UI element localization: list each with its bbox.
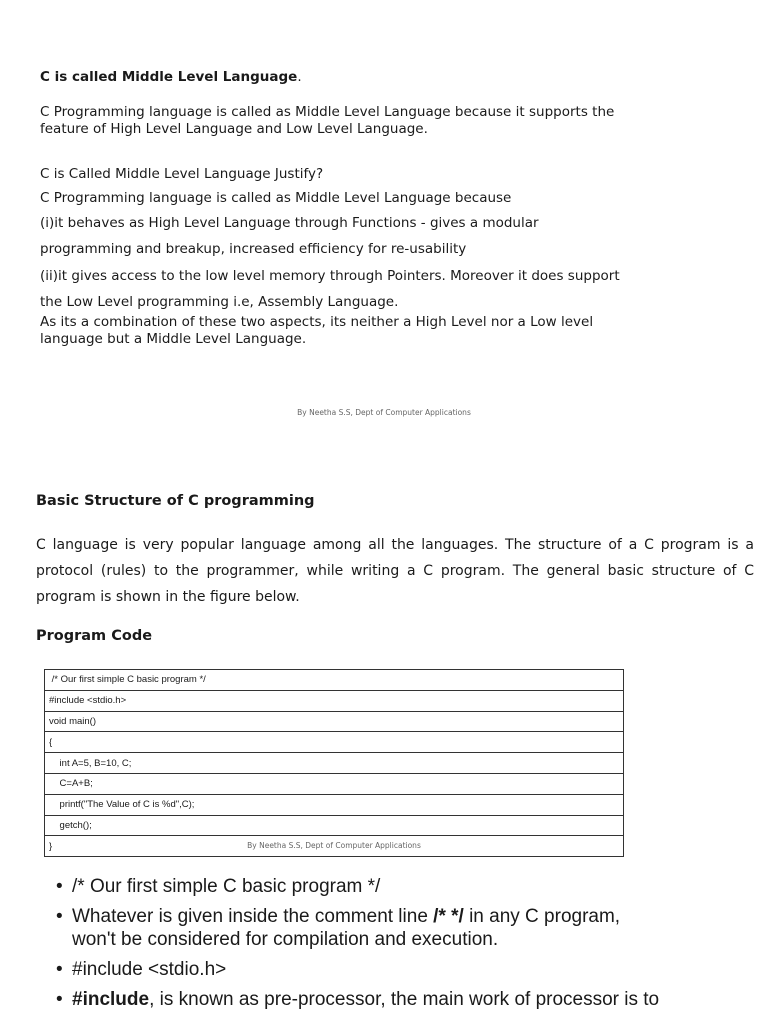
paragraph-line: (i)it behaves as High Level Language through Functions - gives a modular bbox=[40, 215, 539, 231]
section-title: Basic Structure of C programming bbox=[36, 493, 315, 509]
code-line: /* Our first simple C basic program */ bbox=[45, 670, 624, 691]
code-line: printf("The Value of C is %d",C); bbox=[45, 794, 624, 815]
code-row bbox=[45, 815, 624, 836]
program-code-title: Program Code bbox=[36, 628, 153, 644]
code-table bbox=[44, 669, 624, 857]
paragraph-line: language but a Middle Level Language. bbox=[40, 331, 307, 347]
code-line: #include <stdio.h> bbox=[45, 690, 624, 711]
bullet-list bbox=[56, 875, 716, 1018]
code-row bbox=[45, 711, 624, 732]
paragraph-line: C language is very popular language among all the languages. The structure of a C program is a bbox=[36, 537, 754, 553]
bullet-item: • #include <stdio.h> bbox=[56, 958, 716, 981]
paragraph-line: C Programming language is called as Middle Level Language because bbox=[40, 190, 512, 206]
code-row bbox=[45, 690, 624, 711]
page-footer: By Neetha S.S, Dept of Computer Applications bbox=[247, 841, 421, 850]
code-line: int A=5, B=10, C; bbox=[45, 753, 624, 774]
paragraph-line: protocol (rules) to the programmer, while writing a C program. The general basic structure of C bbox=[36, 563, 754, 579]
bullet-item: • #include, is known as pre-processor, the main work of processor is to bbox=[56, 988, 716, 1011]
bullet-item: • /* Our first simple C basic program */ bbox=[56, 875, 716, 898]
paragraph bbox=[36, 532, 754, 610]
code-row bbox=[45, 773, 624, 794]
code-line: { bbox=[45, 732, 624, 753]
paragraph-line: program is shown in the figure below. bbox=[36, 589, 300, 605]
code-row bbox=[45, 670, 624, 691]
paragraph-line: feature of High Level Language and Low Level Language. bbox=[40, 121, 428, 137]
code-line: } bbox=[45, 836, 624, 857]
code-row bbox=[45, 732, 624, 753]
section-title: C is called Middle Level Language. bbox=[40, 69, 302, 85]
page-footer: By Neetha S.S, Dept of Computer Applications bbox=[297, 408, 471, 417]
code-row bbox=[45, 753, 624, 774]
bullet-item: • Whatever is given inside the comment line /* */ in any C program, won't be considered for compilation and execution. bbox=[56, 905, 716, 951]
paragraph-line: the Low Level programming i.e, Assembly Language. bbox=[40, 294, 399, 310]
paragraph-line: As its a combination of these two aspects, its neither a High Level nor a Low level bbox=[40, 314, 594, 330]
paragraph-line: (ii)it gives access to the low level memory through Pointers. Moreover it does support bbox=[40, 268, 620, 284]
paragraph-line: C is Called Middle Level Language Justify? bbox=[40, 166, 324, 182]
code-line: C=A+B; bbox=[45, 773, 624, 794]
paragraph-line: programming and breakup, increased efficiency for re-usability bbox=[40, 241, 467, 257]
code-line: void main() bbox=[45, 711, 624, 732]
code-row bbox=[45, 794, 624, 815]
paragraph-line: C Programming language is called as Middle Level Language because it supports the bbox=[40, 104, 615, 120]
code-line: getch(); bbox=[45, 815, 624, 836]
